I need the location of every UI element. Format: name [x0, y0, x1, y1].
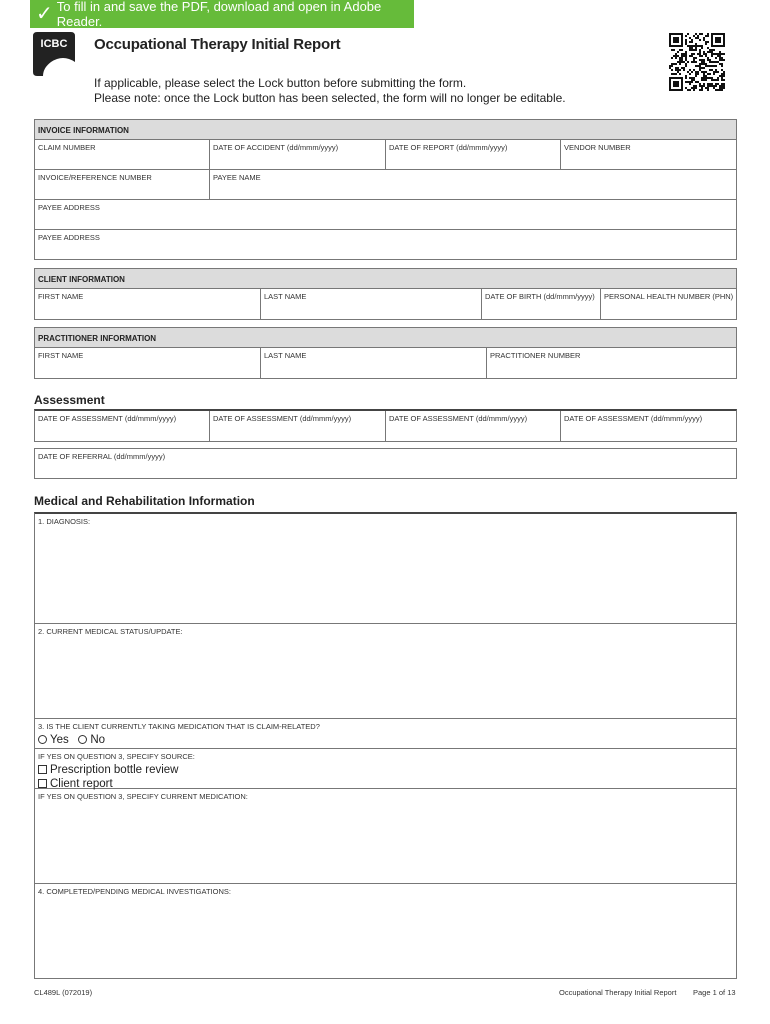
invoice-reference-field[interactable]: INVOICE/REFERENCE NUMBER [35, 170, 210, 199]
payee-name-field[interactable]: PAYEE NAME [213, 173, 261, 182]
intro-line-1: If applicable, please select the Lock button before submitting the form. [94, 76, 467, 90]
current-medication-label: IF YES ON QUESTION 3, SPECIFY CURRENT MEDICATION: [38, 792, 248, 801]
no-radio-icon[interactable] [78, 735, 87, 744]
phn-field[interactable]: PERSONAL HEALTH NUMBER (PHN) [604, 292, 734, 301]
medication-question [35, 719, 736, 749]
page-number: Page 1 of 13 [693, 988, 736, 997]
medication-source-question [35, 749, 736, 789]
medical-heading: Medical and Rehabilitation Information [34, 494, 255, 508]
medication-question-label: 3. IS THE CLIENT CURRENTLY TAKING MEDICATION THAT IS CLAIM-RELATED? [38, 722, 320, 731]
medical-section [34, 512, 737, 979]
assessment-date-1-field[interactable]: DATE OF ASSESSMENT (dd/mmm/yyyy) [35, 411, 210, 441]
adobe-reader-banner[interactable] [30, 0, 414, 28]
invoice-section [34, 119, 737, 260]
assessment-date-3-field[interactable]: DATE OF ASSESSMENT (dd/mmm/yyyy) [386, 411, 561, 441]
footer-title: Occupational Therapy Initial Report [559, 988, 677, 997]
client-report-label: Client report [50, 778, 113, 790]
current-medication-field[interactable] [35, 789, 736, 884]
source-options [35, 761, 736, 791]
practitioner-last-name-field[interactable]: LAST NAME [261, 348, 487, 378]
date-of-birth-field[interactable]: DATE OF BIRTH (dd/mmm/yyyy) [482, 289, 601, 319]
invoice-heading: INVOICE INFORMATION [35, 120, 736, 140]
medical-status-label: 2. CURRENT MEDICAL STATUS/UPDATE: [38, 627, 183, 636]
medication-source-label: IF YES ON QUESTION 3, SPECIFY SOURCE: [38, 752, 195, 761]
diagnosis-field[interactable] [35, 514, 736, 624]
date-of-report-field[interactable]: DATE OF REPORT (dd/mmm/yyyy) [386, 140, 561, 169]
yes-radio-icon[interactable] [38, 735, 47, 744]
assessment-date-4-field[interactable]: DATE OF ASSESSMENT (dd/mmm/yyyy) [564, 414, 703, 423]
investigations-field[interactable] [35, 884, 736, 977]
yes-label: Yes [50, 734, 69, 746]
practitioner-heading: PRACTITIONER INFORMATION [35, 328, 736, 348]
practitioner-section [34, 327, 737, 379]
intro-line-2: Please note: once the Lock button has been selected, the form will no longer be editable. [94, 91, 566, 105]
client-last-name-field[interactable]: LAST NAME [261, 289, 482, 319]
qr-code [669, 33, 725, 91]
banner-text: To fill in and save the PDF, download and open in Adobe Reader. [56, 0, 382, 29]
client-heading: CLIENT INFORMATION [35, 269, 736, 289]
investigations-label: 4. COMPLETED/PENDING MEDICAL INVESTIGATIONS: [38, 887, 231, 896]
date-of-accident-field[interactable]: DATE OF ACCIDENT (dd/mmm/yyyy) [210, 140, 386, 169]
no-label: No [90, 734, 106, 746]
assessment-heading: Assessment [34, 393, 105, 407]
medical-status-field[interactable] [35, 624, 736, 719]
assessment-date-2-field[interactable]: DATE OF ASSESSMENT (dd/mmm/yyyy) [210, 411, 386, 441]
icbc-logo [33, 32, 75, 76]
referral-row [34, 448, 737, 479]
client-first-name-field[interactable]: FIRST NAME [35, 289, 261, 319]
assessment-dates-row [34, 409, 737, 442]
client-section [34, 268, 737, 320]
page-title: Occupational Therapy Initial Report [94, 36, 341, 53]
payee-address-field-1[interactable]: PAYEE ADDRESS [38, 203, 100, 212]
claim-number-field[interactable]: CLAIM NUMBER [35, 140, 210, 169]
checkmark-icon: ✓ [36, 3, 53, 25]
payee-address-field-2[interactable]: PAYEE ADDRESS [38, 233, 100, 242]
diagnosis-label: 1. DIAGNOSIS: [38, 517, 91, 526]
vendor-number-field[interactable]: VENDOR NUMBER [564, 143, 631, 152]
intro-text [94, 76, 566, 106]
practitioner-first-name-field[interactable]: FIRST NAME [35, 348, 261, 378]
prescription-checkbox-icon[interactable] [38, 765, 47, 774]
practitioner-number-field[interactable]: PRACTITIONER NUMBER [490, 351, 581, 360]
client-report-checkbox-icon[interactable] [38, 779, 47, 788]
date-of-referral-field[interactable]: DATE OF REFERRAL (dd/mmm/yyyy) [38, 452, 166, 461]
form-code: CL489L (072019) [34, 988, 93, 997]
prescription-label: Prescription bottle review [50, 764, 179, 776]
logo-text: ICBC [40, 38, 68, 50]
medication-options [35, 731, 736, 747]
